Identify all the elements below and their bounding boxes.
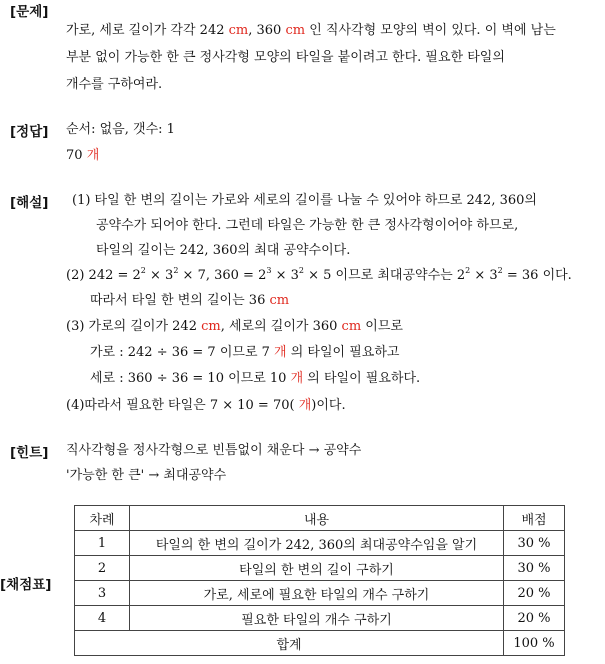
rubric-order: 4	[75, 606, 130, 631]
rubric-header-content: 내용	[130, 506, 504, 531]
rubric-total-row	[75, 631, 565, 656]
explanation-step-3-line-3: 세로 : 360 ÷ 36 = 10 이므로 10 개 의 타일이 필요하다.	[90, 371, 421, 386]
rubric-order: 3	[75, 581, 130, 606]
rubric-content: 가로, 세로에 필요한 타일의 개수 구하기	[130, 581, 504, 606]
rubric-score: 20 %	[504, 606, 565, 631]
explanation-step-1-line-1: (1) 타일 한 변의 길이는 가로와 세로의 길이를 나눌 수 있어야 하므로 242, 360의	[72, 193, 537, 208]
problem-line-3: 개수를 구하여라.	[66, 77, 163, 92]
explanation-step-3-line-2: 가로 : 242 ÷ 36 = 7 이므로 7 개 의 타일이 필요하고	[90, 345, 400, 360]
rubric-total-label: 합계	[75, 631, 504, 656]
rubric-table	[74, 505, 565, 656]
explanation-step-2-line-2: 따라서 타일 한 변의 길이는 36 cm	[90, 293, 290, 308]
hint-line-1: 직사각형을 정사각형으로 빈틈없이 채운다 → 공약수	[66, 443, 362, 458]
rubric-label: [채점표]	[0, 577, 52, 593]
rubric-total-value: 100 %	[504, 631, 565, 656]
answer-line-1: 순서: 없음, 갯수: 1	[66, 122, 175, 137]
rubric-content: 필요한 타일의 개수 구하기	[130, 606, 504, 631]
explanation-step-1-line-3: 타일의 길이는 242, 360의 최대 공약수이다.	[96, 243, 351, 258]
table-row	[75, 556, 565, 581]
problem-line-1: 가로, 세로 길이가 각각 242 cm, 360 cm 인 직사각형 모양의 벽이 있다. 이 벽에 남는	[66, 23, 556, 38]
explanation-step-1-line-2: 공약수가 되어야 한다. 그런데 타일은 가능한 한 큰 정사각형이어야 하므로,	[96, 218, 519, 233]
explanation-step-4: (4)따라서 필요한 타일은 7 × 10 = 70( 개)이다.	[66, 398, 346, 413]
hint-label: [힌트]	[10, 445, 49, 461]
rubric-header-row	[75, 506, 565, 531]
rubric-content: 타일의 한 변의 길이가 242, 360의 최대공약수임을 알기	[130, 531, 504, 556]
explanation-label: [해설]	[10, 195, 49, 211]
problem-label: [문제]	[10, 4, 49, 20]
rubric-order: 1	[75, 531, 130, 556]
rubric-score: 20 %	[504, 581, 565, 606]
rubric-order: 2	[75, 556, 130, 581]
rubric-content: 타일의 한 변의 길이 구하기	[130, 556, 504, 581]
answer-label: [정답]	[10, 124, 49, 140]
explanation-step-2-line-1: (2) $242 = 2^2 \times 3^2 \times 7$, $360 = 2^3 \times 3^2 \times 5$ 이므로 최대공약수는 $2^2 \times 3^2 = 36$ 이다.	[66, 265, 572, 283]
rubric-header-order: 차례	[75, 506, 130, 531]
explanation-step-3-line-1: (3) 가로의 길이가 242 cm, 세로의 길이가 360 cm 이므로	[66, 319, 403, 334]
table-row	[75, 531, 565, 556]
answer-line-2: 70 개	[66, 148, 100, 163]
table-row	[75, 581, 565, 606]
rubric-score: 30 %	[504, 531, 565, 556]
rubric-header-score: 배점	[504, 506, 565, 531]
problem-line-2: 부분 없이 가능한 한 큰 정사각형 모양의 타일을 붙이려고 한다. 필요한 타일의	[66, 50, 505, 65]
table-row	[75, 606, 565, 631]
hint-line-2: '가능한 한 큰' → 최대공약수	[66, 468, 227, 483]
rubric-score: 30 %	[504, 556, 565, 581]
